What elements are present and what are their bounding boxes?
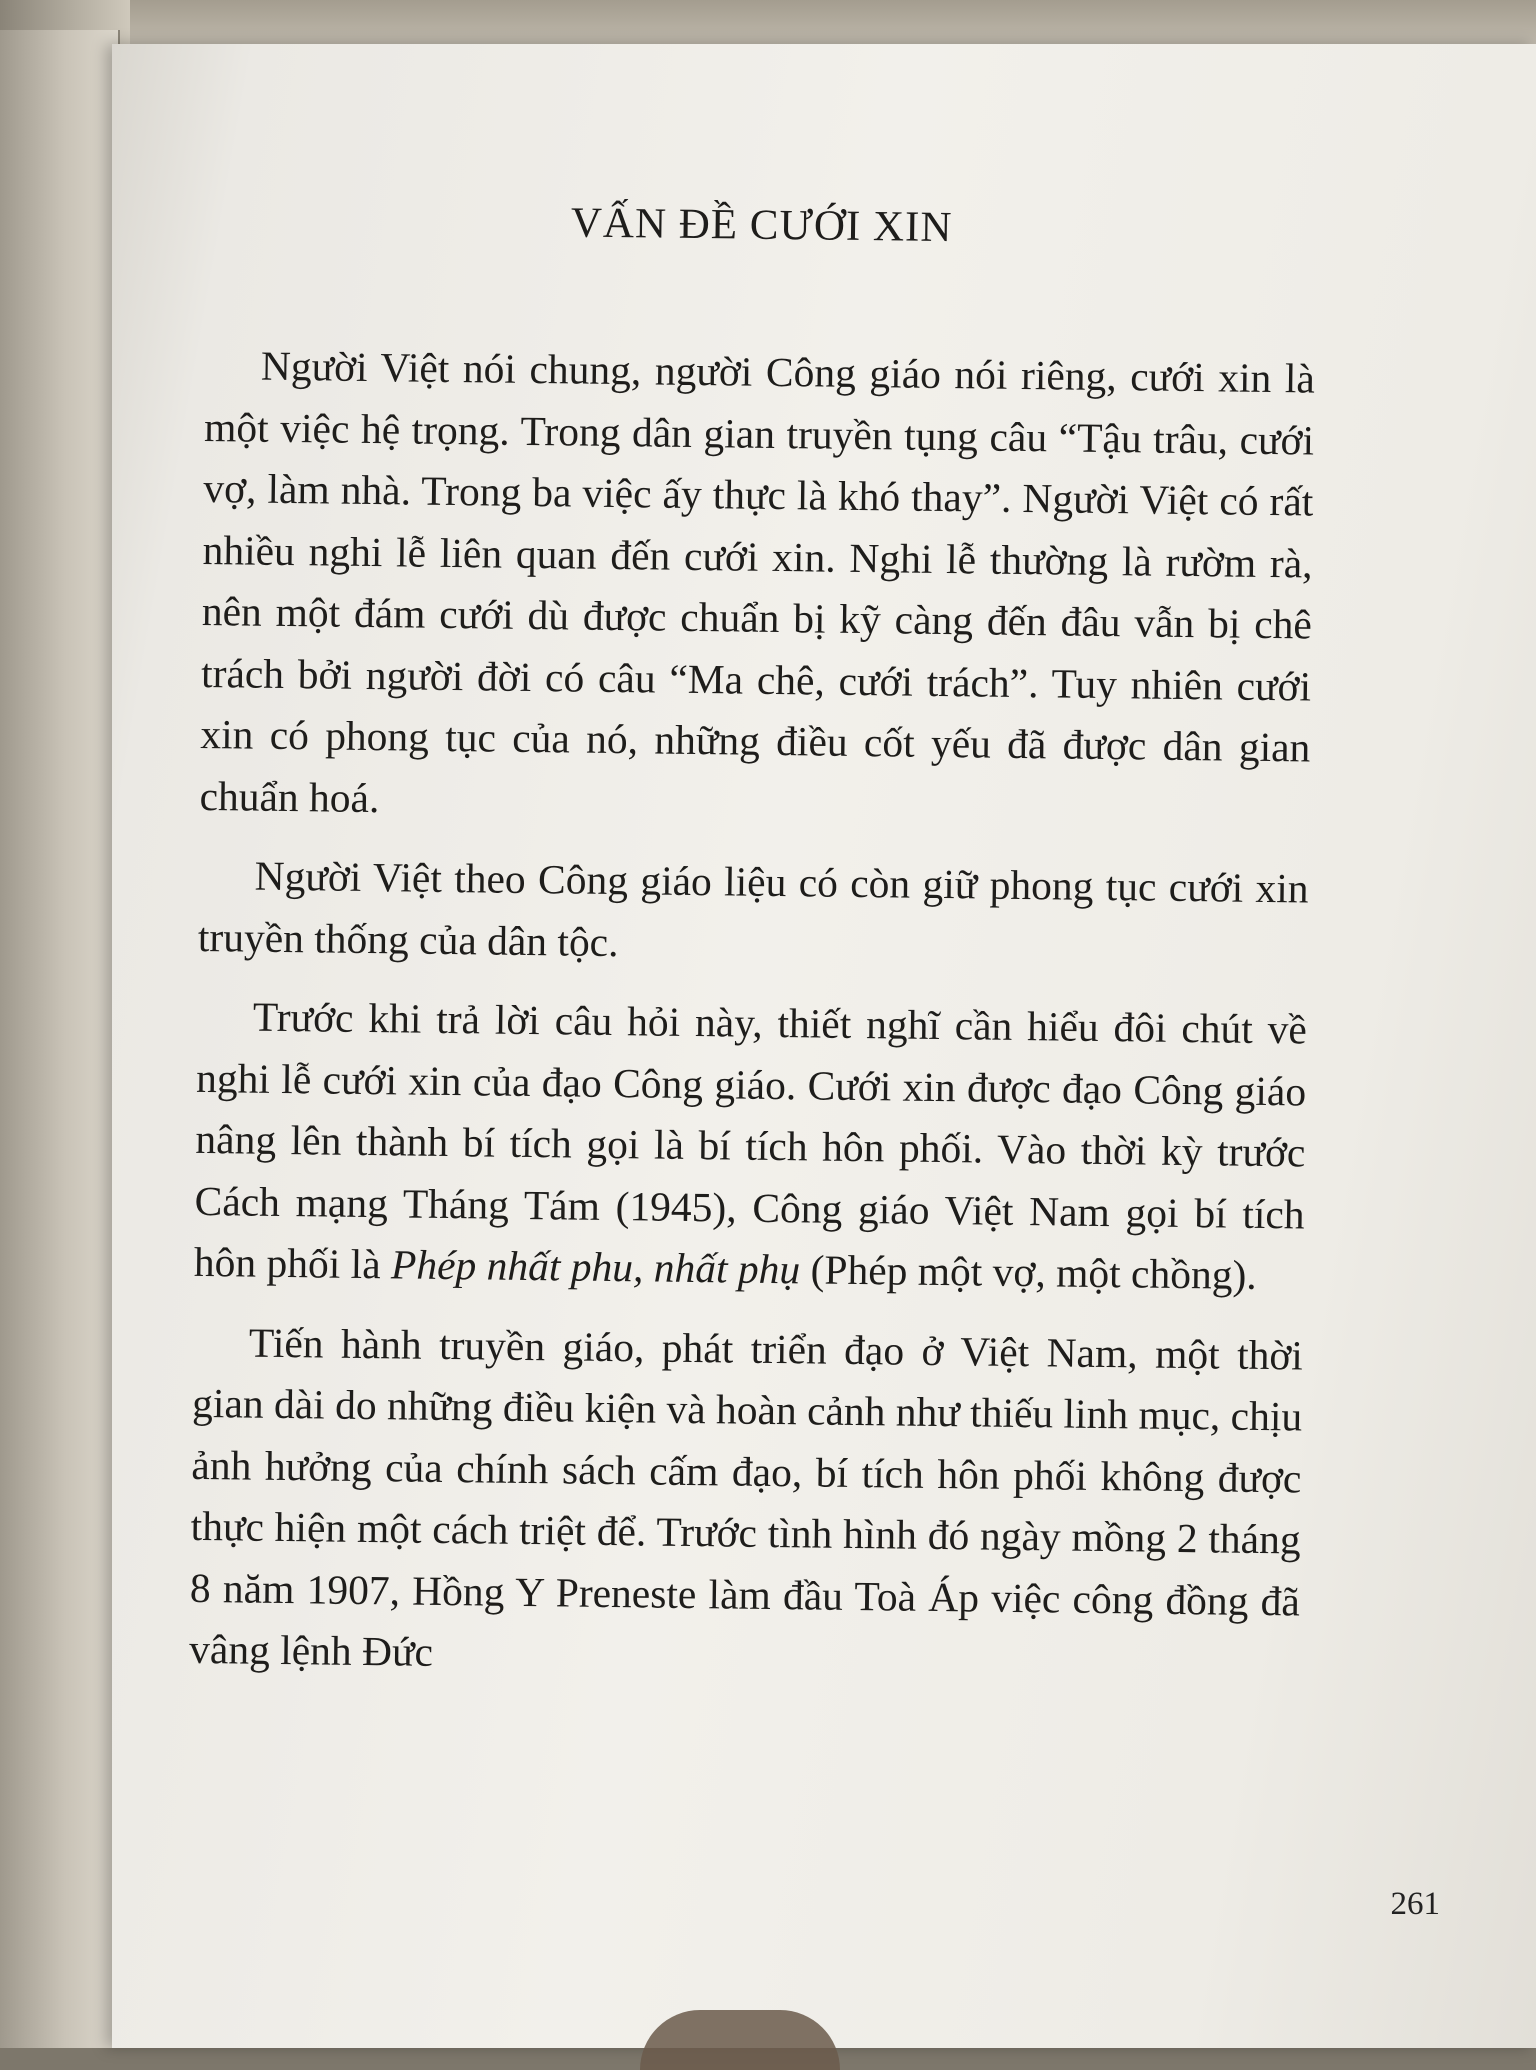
paragraph-1: Người Việt nói chung, người Công giáo nói riêng, cưới xin là một việc hệ trọng. Trong dân gian truyền tụng câu “Tậu trâu, cưới vợ, làm nhà. Trong ba việc ấy thực là khó thay”. Người Việt có rất nhiều nghi lễ liên quan đến cưới xin. Nghi lễ thường là rườm rà, nên một đám cưới dù được chuẩn bị kỹ càng đến đâu vẫn bị chê trách bởi người đời có câu “Ma chê, cưới trách”. Tuy nhiên cưới xin có phong tục của nó, những điều cốt yếu đã được dân gian chuẩn hoá. xyxy=(199,342,1316,821)
paragraph-3-text-end: (Phép một vợ, một chồng). xyxy=(799,1246,1257,1298)
page-number: 261 xyxy=(1390,1886,1440,1922)
book-page xyxy=(112,44,1536,2048)
paragraph-4: Tiến hành truyền giáo, phát triển đạo ở Việt Nam, một thời gian dài do những điều kiện và hoàn cảnh như thiếu linh mục, chịu ảnh hưởng của chính sách cấm đạo, bí tích hôn phối không được thực hiện một cách triệt để. Trước tình hình đó ngày mồng 2 tháng 8 năm 1907, Hồng Y Preneste làm đầu Toà Áp việc công đồng đã vâng lệnh Đức xyxy=(188,1319,1304,1675)
finger-shadow xyxy=(640,2010,840,2070)
chapter-title: VẤN ĐỀ CƯỚI XIN xyxy=(570,199,953,252)
previous-page-edge xyxy=(0,30,120,2048)
paragraph-3-text-start: Trước khi trả lời câu hỏi này, thiết nghĩ cần hiểu đôi chút về nghi lễ cưới xin của đạo Công giáo. Cưới xin được đạo Công giáo nâng lên thành bí tích gọi là bí tích hôn phối. Vào thời kỳ trước Cách mạng Tháng Tám (1945), Công giáo Việt Nam gọi bí tích hôn phối là xyxy=(193,993,1308,1288)
paragraph-2: Người Việt theo Công giáo liệu có còn giữ phong tục cưới xin truyền thống của dân tộc. xyxy=(197,852,1309,965)
page-body xyxy=(189,194,1317,1712)
paragraph-3-italic-term: Phép nhất phu, nhất phụ xyxy=(390,1241,801,1293)
paragraph-3 xyxy=(194,986,1308,1307)
